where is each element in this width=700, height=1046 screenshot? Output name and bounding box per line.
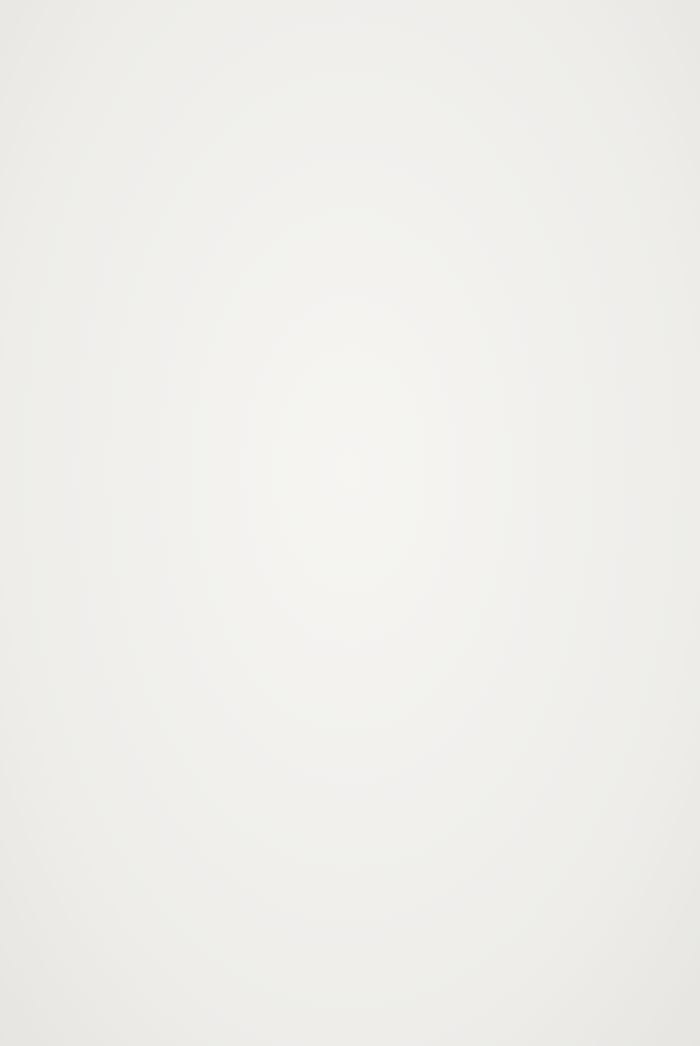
bleed-through [410,110,670,1010]
part-heading [78,831,640,837]
running-head [72,56,628,76]
